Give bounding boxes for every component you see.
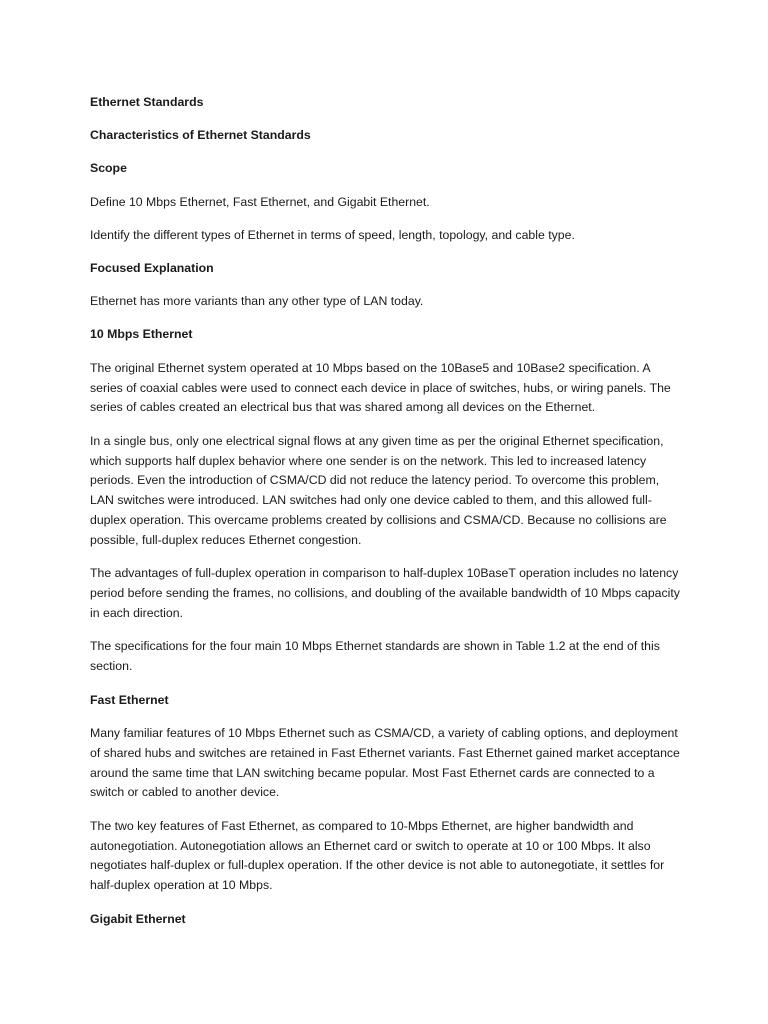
gigabit-ethernet-heading: Gigabit Ethernet — [90, 911, 186, 926]
focused-explanation-heading: Focused Explanation — [90, 261, 214, 276]
fast-ethernet-paragraph-2: The two key features of Fast Ethernet, as compared to 10-Mbps Ethernet, are higher bandwidth and autonegotiation. Autonegotiation allows an Ethernet card or switch to operate at 10 or 100 Mbps. It also negotiates half-duplex or full-duplex operation. If the other device is not able to autonegotiate, it settles for half-duplex operation at 10 Mbps. — [90, 818, 665, 893]
scope-heading: Scope — [90, 161, 127, 176]
10mbps-paragraph-1: The original Ethernet system operated at 10 Mbps based on the 10Base5 and 10Base2 specification. A series of coaxial cables were used to connect each device in place of switches, hubs, or wiring panels. The series of cables created an electrical bus that was shared among all devices on the Ethernet. — [90, 360, 671, 415]
document-title: Ethernet Standards — [90, 95, 204, 109]
10mbps-paragraph-2: In a single bus, only one electrical signal flows at any given time as per the original Ethernet specification, which supports half duplex behavior where one sender is on the network. This led to increased latency periods. Even the introduction of CSMA/CD did not reduce the latency period. To overcome this problem, LAN switches were introduced. LAN switches had only one device cabled to them, and this allowed full-duplex operation. This overcame problems created by collisions and CSMA/CD. Because no collisions are possible, full-duplex reduces Ethernet congestion. — [90, 433, 667, 548]
scope-paragraph-1: Define 10 Mbps Ethernet, Fast Ethernet, and Gigabit Ethernet. — [90, 194, 430, 209]
10mbps-paragraph-4: The specifications for the four main 10 Mbps Ethernet standards are shown in Table 1.2 at the end of this section. — [90, 639, 660, 674]
scope-paragraph-2: Identify the different types of Ethernet in terms of speed, length, topology, and cable type. — [90, 227, 575, 242]
document-subtitle: Characteristics of Ethernet Standards — [90, 128, 311, 143]
10mbps-paragraph-3: The advantages of full-duplex operation in comparison to half-duplex 10BaseT operation includes no latency period before sending the frames, no collisions, and doubling of the available bandwidth of 10 Mbps capacity in each direction. — [90, 566, 680, 621]
10mbps-ethernet-heading: 10 Mbps Ethernet — [90, 327, 193, 342]
fast-ethernet-heading: Fast Ethernet — [90, 692, 169, 707]
focused-paragraph-1: Ethernet has more variants than any other type of LAN today. — [90, 294, 424, 309]
fast-ethernet-paragraph-1: Many familiar features of 10 Mbps Ethernet such as CSMA/CD, a variety of cabling options, and deployment of shared hubs and switches are retained in Fast Ethernet variants. Fast Ethernet gained market acceptance around the same time that LAN switching became popular. Most Fast Ethernet cards are connected to a switch or cabled to another device. — [90, 725, 680, 800]
